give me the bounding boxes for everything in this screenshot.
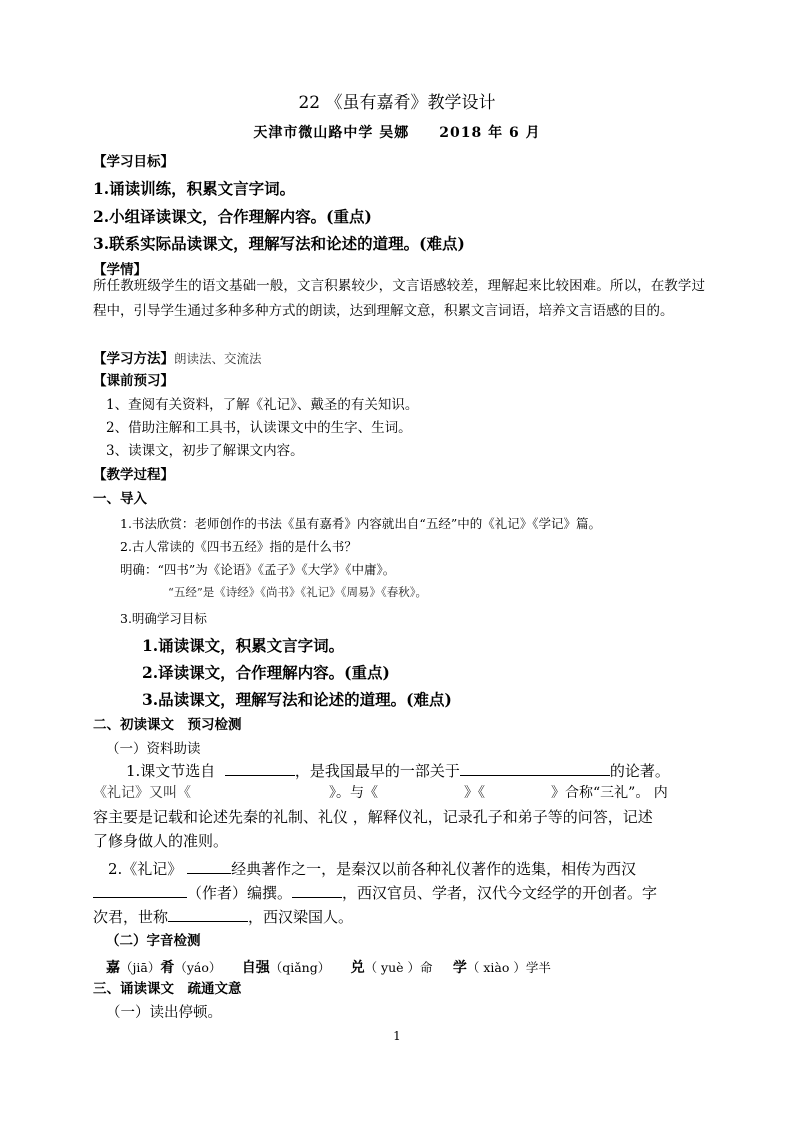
answer-blank[interactable] <box>187 859 231 874</box>
preview-item: 2、借助注解和工具书，认读课文中的生字、生词。 <box>106 420 412 436</box>
pinyin-reading: （ yuè ）命 <box>364 960 433 975</box>
intro-line: “五经”是《诗经》《尚书》《礼记》《周易》《春秋》。 <box>168 585 428 599</box>
subsection-heading: （一）读出停顿。 <box>106 1005 222 1021</box>
subsection-heading: （二）字音检测 <box>106 933 201 949</box>
intro-line: 3.明确学习目标 <box>120 611 207 626</box>
page-number: 1 <box>393 1029 401 1043</box>
intro-line: 1.书法欣赏：老师创作的书法《虽有嘉肴》内容就出自“五经”中的《礼记》《学记》篇。 <box>120 516 601 531</box>
fill-line: 了修身做人的准则。 <box>93 832 229 850</box>
pinyin-char: 兑 <box>350 960 365 976</box>
author-line: 天津市微山路中学 吴娜 2018 年 6 月 <box>253 125 541 141</box>
pinyin-char: 嘉 <box>106 960 120 976</box>
section-heading: 三、诵读课文 疏通文意 <box>93 981 242 997</box>
method-text: 朗读法、交流法 <box>174 351 262 366</box>
xueqing-text: 所任教班级学生的语文基础一般，文言积累较少，文言语感较差，理解起来比较困难。所以，在教学过程中，引导学生通过多种多种方式的朗读，达到理解文意，积累文言词语，培养文言语感的目的。 <box>93 278 705 319</box>
section-heading: 二、初读课文 预习检测 <box>93 717 242 733</box>
pinyin-reading: （ xiào ）学半 <box>466 960 551 975</box>
preview-item: 1、查阅有关资料，了解《礼记》、戴圣的有关知识。 <box>106 397 419 413</box>
objective-item: 2.小组译读课文，合作理解内容。(重点) <box>93 207 372 226</box>
preview-heading: 【课前预习】 <box>93 373 174 389</box>
intro-line: 2.古人常读的《四书五经》指的是什么书？ <box>120 539 357 554</box>
fill-line: 《礼记》又叫《 》。与《 》《 》合称“三礼”。 内 <box>93 785 668 801</box>
method-heading: 【学习方法】 <box>93 351 174 367</box>
goal-item: 2.译读课文，合作理解内容。(重点) <box>142 663 390 682</box>
pinyin-char: 肴 <box>160 960 175 976</box>
answer-blank[interactable] <box>460 761 610 776</box>
fill-line: 2.《礼记》 经典著作之一，是秦汉以前各种礼仪著作的选集，相传为西汉 <box>108 860 637 878</box>
answer-blank[interactable] <box>225 761 295 776</box>
subsection-heading: （一）资料助读 <box>106 741 201 757</box>
answer-blank[interactable] <box>168 907 248 922</box>
goal-item: 3.品读课文，理解写法和论述的道理。(难点) <box>142 690 452 709</box>
xueqing-heading: 【学情】 <box>93 262 147 278</box>
pinyin-row <box>106 957 551 977</box>
preview-item: 3、读课文，初步了解课文内容。 <box>106 443 304 459</box>
objectives-heading: 【学习目标】 <box>93 154 174 170</box>
pinyin-char: 自强 <box>241 960 270 976</box>
answer-blank[interactable] <box>292 883 342 898</box>
process-heading: 【教学过程】 <box>93 467 174 483</box>
section-heading: 一、导入 <box>93 491 147 507</box>
objective-item: 1.诵读训练，积累文言字词。 <box>93 179 296 198</box>
pinyin-char: 学 <box>452 960 467 976</box>
page-title: 22 《虽有嘉肴》教学设计 <box>298 93 496 113</box>
goal-item: 1.诵读课文，积累文言字词。 <box>142 636 345 655</box>
method-line <box>93 348 262 367</box>
pinyin-reading: （jiā） <box>120 960 161 975</box>
intro-line: 明确：“四书”为《论语》《孟子》《大学》《中庸》。 <box>120 562 396 577</box>
fill-line: 1.课文节选自 ，是我国最早的一部关于 的论著。 <box>126 762 670 780</box>
fill-line: 容主要是记载和论述先秦的礼制、礼仪 ，解释仪礼，记录孔子和弟子等的问答，记述 <box>93 808 653 826</box>
objective-item: 3.联系实际品读课文，理解写法和论述的道理。(难点) <box>93 234 465 253</box>
pinyin-reading: （yáo） <box>174 960 222 975</box>
fill-line: （作者）编撰。 ，西汉官员、学者，汉代今文经学的开创者。字 <box>93 883 657 902</box>
fill-line: 次君，世称 ，西汉梁国人。 <box>93 908 354 926</box>
answer-blank[interactable] <box>93 883 187 898</box>
pinyin-reading: （qiǎng） <box>269 960 331 975</box>
